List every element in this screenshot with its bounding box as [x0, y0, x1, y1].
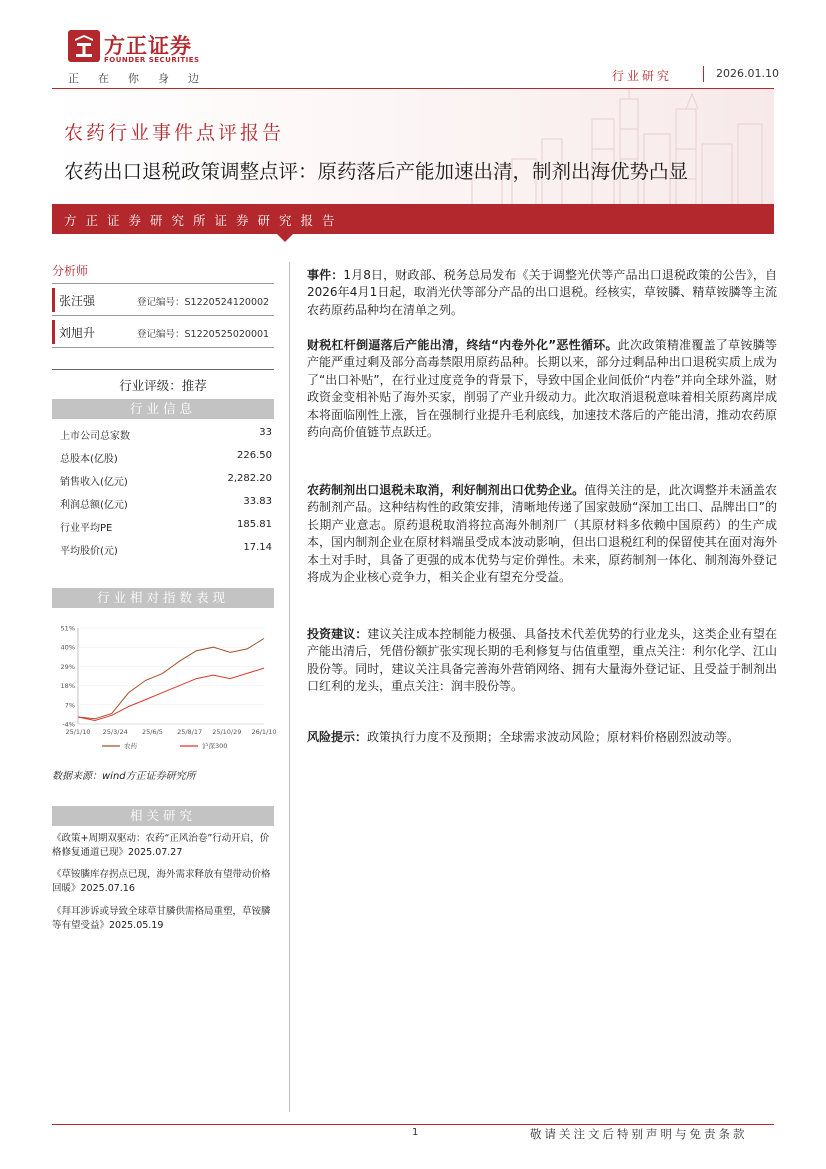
divider [52, 369, 274, 370]
investment-lead: 投资建议： [307, 627, 368, 641]
chart-x-tick-label: 25/8/17 [177, 728, 203, 736]
logo-text: 方正证券 [104, 34, 192, 58]
info-value: 33.83 [243, 496, 272, 507]
chart-y-tick-label: 40% [60, 643, 75, 652]
chart-y-tick-label: 18% [60, 682, 75, 691]
related-research-heading: 相关研究 [52, 806, 274, 826]
chart-x-tick-label: 25/3/24 [102, 728, 128, 736]
event-lead: 事件： [307, 268, 344, 282]
chart-x-tick-label: 26/1/10 [251, 728, 277, 736]
chart-legend-label: 农药 [124, 742, 137, 750]
analyst-heading: 分析师 [52, 264, 89, 278]
logo-mark-icon [68, 30, 100, 62]
info-row [60, 469, 272, 491]
info-label: 上市公司总家数 [60, 431, 130, 442]
info-value: 226.50 [237, 450, 272, 461]
divider [52, 347, 274, 348]
index-chart [52, 612, 277, 760]
info-value: 2,282.20 [227, 473, 272, 484]
index-chart-heading: 行业相对指数表现 [52, 588, 274, 608]
chart-y-tick-label: -4% [62, 720, 75, 729]
event-paragraph [307, 267, 777, 319]
report-date: 2026.01.10 [716, 67, 779, 80]
chart-y-tick-label: 29% [60, 662, 75, 671]
analyst-registration: 登记编号：S1220525020001 [137, 329, 270, 340]
index-chart-svg [52, 612, 277, 760]
event-text: 1月8日，财政部、税务总局发布《关于调整光伏等产品出口退税政策的公告》，自2026年4月1日起，取消光伏等部分产品的出口退税。经核实，草铵膦、精草铵膦等主流农药原药品种均在清单之列。 [307, 268, 777, 317]
risk-text: 政策执行力度不及预期；全球需求波动风险；原材料价格剧烈波动等。 [367, 730, 740, 744]
risk-lead: 风险提示： [307, 730, 368, 744]
info-label: 利润总额(亿元) [60, 500, 128, 511]
chart-source-note: 数据来源：wind方正证券研究所 [52, 771, 196, 782]
chart-x-tick-label: 25/6/5 [141, 728, 163, 736]
info-label: 总股本(亿股) [60, 454, 118, 465]
industry-rating: 行业评级：推荐 [119, 378, 207, 393]
bar-pointer-icon [276, 233, 294, 242]
report-type-heading: 农药行业事件点评报告 [64, 122, 285, 144]
related-research-item[interactable]: 《拜耳涉诉或导致全球草甘膦供需格局重塑，草铵膦等有望受益》2025.05.19 [52, 906, 271, 931]
divider [52, 315, 274, 316]
policy-text: 此次政策精准覆盖了草铵膦等产能严重过剩及部分高毒禁限用原药品种。长期以来，部分过剩品种出口退税实质上成为了“出口补贴”，在行业过度竞争的背景下，导致中国企业间低价“内卷”并向全球外溢，财政资金变相补贴了海外买家，削弱了产业升级动力。此次取消退税意味着相关原药离岸成本将面临刚性上涨，旨在强制行业提升毛利底线，加速技术落后的产能出清，推动农药原药向高价值链节点跃迁。 [307, 338, 777, 440]
disclaimer-note: 敬请关注文后特别声明与免责条款 [530, 1127, 748, 1141]
analyst-name: 刘旭升 [59, 326, 96, 340]
info-row [60, 423, 272, 445]
report-category: 行业研究 [612, 69, 673, 83]
risk-paragraph [307, 729, 777, 746]
info-row [60, 515, 272, 537]
formulation-text: 值得关注的是，此次调整并未涵盖农药制剂产品。这种结构性的政策安排，清晰地传递了国家鼓励“深加工出口、品牌出口”的长期产业意志。原药退税取消将拉高海外制剂厂（其原材料多依赖中国原药）的生产成本，国内制剂企业在原材料端虽受成本波动影响，但出口退税红利的保留使其在面对海外本土对手时，具备了更强的成本优势与定价弹性。未来，原药制剂一体化、制剂海外登记将成为企业核心竞争力，相关企业有望充分受益。 [307, 483, 777, 585]
industry-info-heading: 行业信息 [52, 399, 274, 419]
info-label: 行业平均PE [60, 523, 113, 534]
footer-rule [52, 1124, 774, 1125]
formulation-lead: 农药制剂出口退税未取消，利好制剂出口优势企业。 [307, 483, 585, 497]
analyst-item [52, 288, 274, 312]
chart-x-tick-label: 25/10/29 [212, 728, 242, 736]
info-value: 17.14 [243, 542, 272, 553]
report-title: 农药出口退税政策调整点评：原药落后产能加速出清，制剂出海优势凸显 [64, 160, 689, 183]
analyst-registration: 登记编号：S1220524120002 [137, 297, 270, 308]
info-value: 33 [259, 427, 272, 438]
divider [52, 283, 274, 284]
analyst-name: 张汪强 [59, 294, 96, 308]
page-number: 1 [412, 1127, 419, 1138]
logo-english-text: FOUNDER SECURITIES [104, 56, 200, 64]
info-row [60, 446, 272, 468]
chart-y-tick-label: 51% [60, 624, 75, 633]
policy-paragraph [307, 337, 777, 441]
policy-lead: 财税杠杆倒逼落后产能出清，终结“内卷外化”恶性循环。 [307, 338, 618, 352]
info-label: 平均股价(元) [60, 546, 118, 557]
info-label: 销售收入(亿元) [60, 477, 128, 488]
chart-series-line [78, 668, 264, 720]
chart-x-tick-label: 25/1/10 [65, 728, 91, 736]
slogan: 正在你身边 [68, 72, 218, 85]
analyst-item [52, 320, 274, 344]
investment-text: 建议关注成本控制能力极强、具备技术代差优势的行业龙头，这类企业有望在产能出清后，凭借份额扩张实现长期的毛利修复与估值重塑，重点关注：利尔化学、江山股份等。同时，建议关注具备完善海外营销网络、拥有大量海外登记证、且受益于制剂出口红利的龙头，重点关注：润丰股份等。 [307, 627, 777, 694]
related-research-item[interactable]: 《政策+周期双驱动：农药“正风治卷”行动开启，价格修复通道已现》2025.07.27 [52, 833, 270, 858]
info-row [60, 492, 272, 514]
chart-y-tick-label: 7% [64, 701, 75, 710]
institute-label: 方正证券研究所证券研究报告 [64, 213, 344, 228]
investment-paragraph [307, 626, 777, 696]
chart-legend-label: 沪深300 [202, 742, 228, 750]
info-row [60, 538, 272, 560]
info-value: 185.81 [237, 519, 272, 530]
formulation-paragraph [307, 482, 777, 586]
chart-series-line [78, 639, 264, 719]
header-separator [703, 66, 704, 82]
related-research-item[interactable]: 《草铵膦库存拐点已现，海外需求释放有望带动价格回暖》2025.07.16 [52, 869, 271, 894]
column-divider [289, 262, 290, 1112]
